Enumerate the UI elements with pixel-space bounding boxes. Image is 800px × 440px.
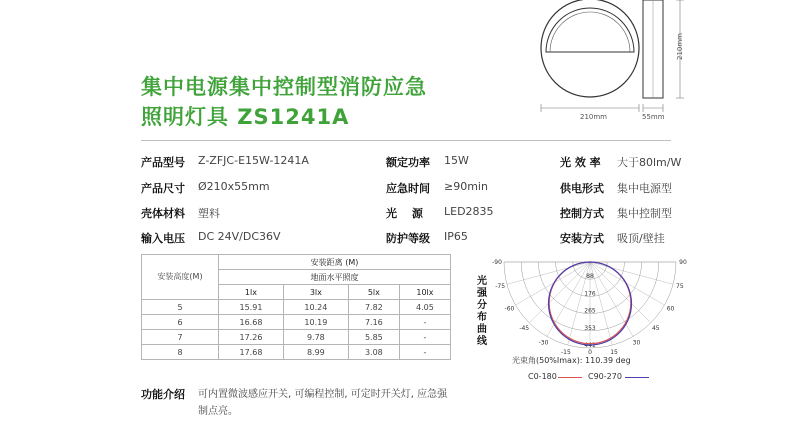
- polar-value-label: 176: [584, 290, 596, 298]
- polar-angle-label: 90: [679, 259, 687, 266]
- table-row: [142, 300, 451, 315]
- table-cell-height: 6: [142, 315, 219, 330]
- polar-angle-label: -90: [492, 259, 502, 266]
- table-cell: 8.99: [283, 345, 348, 360]
- polar-value-label: 353: [584, 324, 596, 332]
- table-col-3lx: 3lx: [283, 285, 348, 300]
- table-col-5lx: 5lx: [348, 285, 399, 300]
- polar-angle-label: 75: [676, 283, 684, 291]
- spec-value-voltage: DC 24V/DC36V: [198, 230, 281, 243]
- front-view-outer: [541, 0, 639, 97]
- polar-angle-label: -75: [495, 283, 506, 291]
- spec-label-source: 光 源: [386, 207, 423, 220]
- table-col-1lx: 1lx: [219, 285, 284, 300]
- dim-width-label: 210mm: [580, 113, 607, 121]
- function-label: 功能介绍: [141, 388, 185, 401]
- table-header-height: 安装高度(M): [142, 255, 219, 300]
- spec-label-power: 额定功率: [386, 156, 430, 169]
- polar-spoke: [590, 262, 633, 336]
- polar-angle-label: -15: [561, 348, 571, 356]
- spec-label-size: 产品尺寸: [141, 182, 185, 195]
- polar-value-label: 265: [584, 307, 596, 315]
- table-row: [142, 315, 451, 330]
- table-cell: 7.16: [348, 315, 399, 330]
- table-cell: -: [399, 345, 450, 360]
- polar-spoke: [590, 262, 664, 305]
- table-cell: 9.78: [283, 330, 348, 345]
- table-cell: 10.24: [283, 300, 348, 315]
- divider-line: [141, 140, 671, 141]
- product-title-line-2: 照明灯具 ZS1241A: [141, 105, 350, 129]
- table-row: [142, 345, 451, 360]
- front-view-hood: [546, 8, 634, 52]
- table-row: [142, 330, 451, 345]
- polar-angle-label: -45: [519, 324, 530, 332]
- table-cell-height: 8: [142, 345, 219, 360]
- spec-value-emergency-time: ≥90min: [444, 180, 488, 193]
- beam-angle-text: 光束角(50%Imax): 110.39 deg: [512, 356, 631, 365]
- spec-label-control: 控制方式: [560, 207, 604, 220]
- spec-value-supply: 集中电源型: [617, 182, 672, 195]
- product-title-line-1: 集中电源集中控制型消防应急: [141, 75, 427, 99]
- spec-value-install: 吸顶/壁挂: [617, 232, 665, 245]
- table-cell: 4.05: [399, 300, 450, 315]
- spec-label-emergency-time: 应急时间: [386, 182, 430, 195]
- spec-value-model: Z-ZFJC-E15W-1241A: [198, 154, 309, 167]
- table-cell-height: 5: [142, 300, 219, 315]
- light-distribution-diagram: [492, 252, 687, 357]
- polar-value-label: 88: [586, 273, 594, 281]
- polar-spoke: [590, 262, 673, 284]
- spec-label-supply: 供电形式: [560, 182, 604, 195]
- table-cell: 7.82: [348, 300, 399, 315]
- polar-spoke: [507, 262, 590, 284]
- table-cell: 16.68: [219, 315, 284, 330]
- spec-value-source: LED2835: [444, 205, 494, 218]
- table-cell: 15.91: [219, 300, 284, 315]
- polar-spoke: [590, 262, 651, 323]
- spec-label-protection: 防护等级: [386, 232, 430, 245]
- polar-angle-label: 45: [651, 324, 660, 332]
- legend-c90-line: [625, 377, 649, 378]
- table-col-10lx: 10lx: [399, 285, 450, 300]
- table-cell: 17.68: [219, 345, 284, 360]
- spec-value-protection: IP65: [444, 230, 468, 243]
- table-cell-height: 7: [142, 330, 219, 345]
- legend-c0-line: [558, 377, 582, 378]
- table-cell: -: [399, 330, 450, 345]
- polar-chart-label: 光强分布曲线: [477, 276, 487, 347]
- spec-value-efficacy: 大于80lm/W: [617, 156, 682, 169]
- polar-angle-label: -60: [504, 305, 515, 313]
- table-header-distance: 安装距离 (M): [219, 255, 451, 270]
- function-text: 可内置微波感应开关, 可编程控制, 可定时开关灯, 应急强制点亮。: [198, 389, 448, 417]
- legend-c0-label: C0-180: [528, 372, 557, 381]
- spec-label-install: 安装方式: [560, 232, 604, 245]
- polar-angle-label: 15: [610, 348, 618, 356]
- spec-label-voltage: 输入电压: [141, 232, 185, 245]
- polar-angle-label: 30: [632, 339, 641, 347]
- table-cell: -: [399, 315, 450, 330]
- illuminance-table: [141, 254, 451, 360]
- spec-label-material: 壳体材料: [141, 207, 185, 220]
- table-cell: 10.19: [283, 315, 348, 330]
- dim-height-label: 210mm: [676, 33, 684, 60]
- spec-value-material: 塑料: [198, 207, 220, 220]
- product-drawing: [520, 0, 710, 130]
- polar-spoke: [529, 262, 590, 323]
- table-cell: 17.26: [219, 330, 284, 345]
- polar-angle-label: 0: [588, 349, 592, 356]
- dim-depth-label: 55mm: [642, 113, 665, 121]
- spec-label-efficacy: 光 效 率: [560, 156, 601, 169]
- table-cell: 3.08: [348, 345, 399, 360]
- spec-label-model: 产品型号: [141, 156, 185, 169]
- legend-c90-label: C90-270: [588, 372, 622, 381]
- table-header-illuminance: 地面水平照度: [219, 270, 451, 285]
- polar-spoke: [516, 262, 590, 305]
- polar-value-label: 441: [584, 342, 596, 349]
- table-cell: 5.85: [348, 330, 399, 345]
- polar-angle-label: -30: [538, 339, 549, 347]
- spec-value-size: Ø210x55mm: [198, 180, 270, 193]
- spec-value-control: 集中控制型: [617, 207, 672, 220]
- spec-value-power: 15W: [444, 154, 469, 167]
- polar-angle-label: 60: [666, 305, 675, 313]
